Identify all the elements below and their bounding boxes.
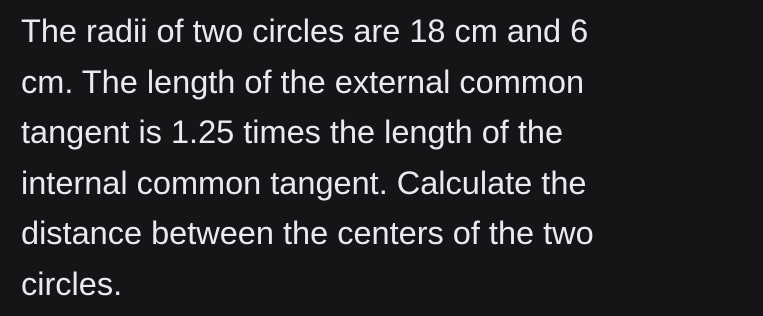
question-line-5: distance between the centers of the two — [21, 215, 594, 251]
question-line-3: tangent is 1.25 times the length of the — [21, 114, 564, 150]
question-text — [21, 6, 761, 309]
question-line-1: The radii of two circles are 18 cm and 6 — [21, 13, 589, 49]
question-line-6: circles. — [21, 265, 123, 302]
question-line-4: internal common tangent. Calculate the — [21, 164, 587, 201]
question-line-2: cm. The length of the external common — [21, 63, 585, 100]
